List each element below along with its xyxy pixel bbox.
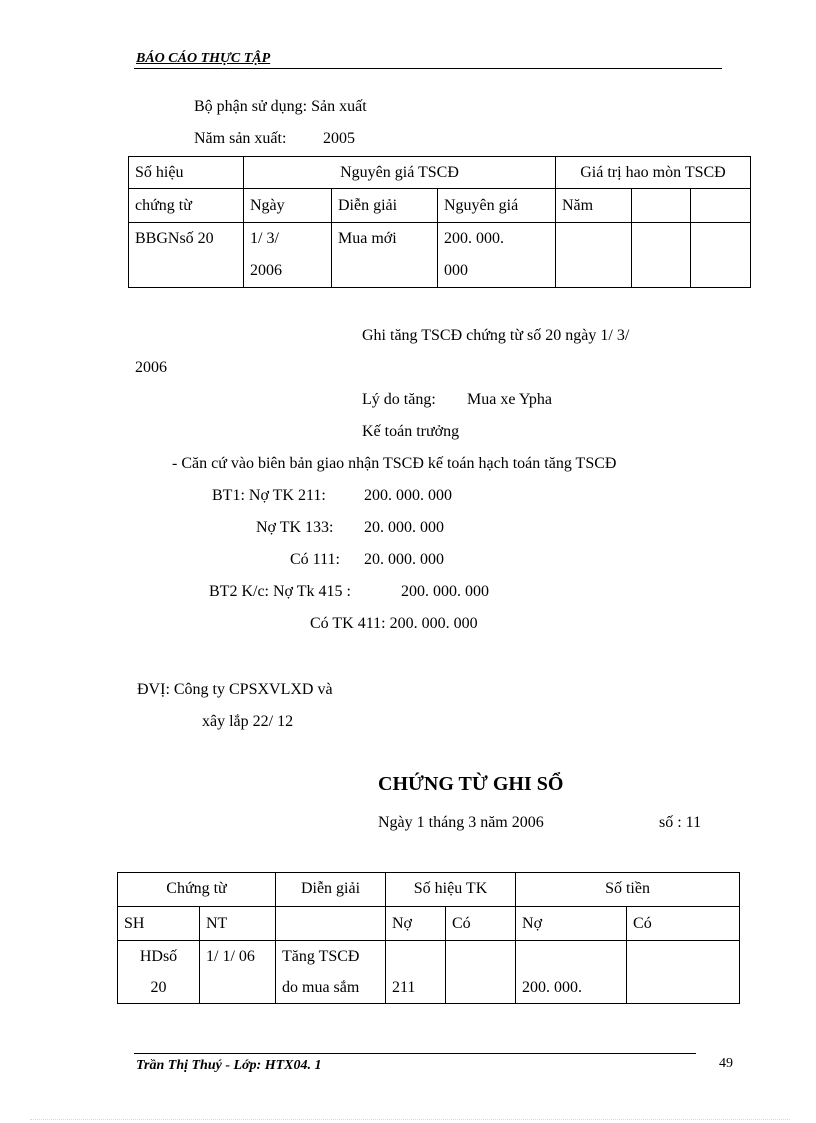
no133-value: 20. 000. 000: [364, 519, 444, 536]
header-ngay: Ngày: [244, 189, 332, 223]
co411-line: Có TK 411: 200. 000. 000: [310, 615, 478, 632]
can-cu-line: - Căn cứ vào biên bản giao nhận TSCĐ kế toán hạch toán tăng TSCĐ: [172, 455, 617, 472]
cell-no-tk: [386, 941, 446, 1004]
year-value: 2005: [323, 130, 355, 147]
header-nt: NT: [200, 907, 276, 941]
header-so-hieu-tk: Số hiệu TK: [386, 873, 516, 907]
table-row: [118, 941, 740, 1004]
empty-cell: [632, 223, 691, 288]
cell-nt: 1/ 1/ 06: [200, 941, 276, 1004]
asset-card-table: [128, 156, 751, 288]
bt1-label: BT1: Nợ TK 211:: [212, 487, 326, 504]
header-chung-tu: chứng từ: [129, 189, 244, 223]
bt1-value: 200. 000. 000: [364, 487, 452, 504]
ctgs-date: Ngày 1 tháng 3 năm 2006: [378, 814, 544, 831]
header-nguyen-gia-tscd: Nguyên giá TSCĐ: [244, 157, 556, 189]
cell-ngay-line2: 2006: [250, 262, 282, 279]
cell-co-tk: [446, 941, 516, 1004]
ctgs-number: số : 11: [659, 814, 702, 831]
header-no-tien: Nợ: [516, 907, 627, 941]
header-sh: SH: [118, 907, 200, 941]
cell-so-tien-no-value: 200. 000.: [522, 979, 583, 996]
empty-cell: [556, 223, 632, 288]
no133-label: Nợ TK 133:: [256, 519, 334, 536]
year-label: Năm sản xuất:: [194, 130, 287, 147]
cell-dien-giai-line2: do mua sắm: [282, 979, 360, 996]
bt2-label: BT2 K/c: Nợ Tk 415 :: [209, 583, 351, 600]
cell-sh: [118, 941, 200, 1004]
header-nguyen-gia: Nguyên giá: [438, 189, 556, 223]
dvi-line1: ĐVỊ: Công ty CPSXVLXD và: [137, 681, 333, 698]
header-so-tien: Số tiền: [516, 873, 740, 907]
cell-sh-line2: 20: [150, 979, 167, 996]
cell-ngay-line1: 1/ 3/: [250, 230, 279, 247]
header-dien-giai: Diễn giải: [276, 873, 386, 907]
page-number: 49: [719, 1056, 733, 1071]
header-nam: Năm: [556, 189, 632, 223]
ke-toan-truong: Kế toán trưởng: [362, 423, 460, 440]
header-co-tk: Có: [446, 907, 516, 941]
ly-do-value: Mua xe Ypha: [467, 391, 553, 408]
ly-do-label: Lý do tăng:: [362, 391, 436, 408]
footer-rule: [134, 1053, 696, 1054]
header-no-tk: Nợ: [386, 907, 446, 941]
ghi-tang-year: 2006: [135, 359, 167, 376]
bt2-value: 200. 000. 000: [401, 583, 489, 600]
cell-dien-giai-line1: Tăng TSCĐ: [282, 948, 360, 965]
co111-value: 20. 000. 000: [364, 551, 444, 568]
header-gia-tri-hao-mon: Giá trị hao mòn TSCĐ: [556, 157, 751, 189]
ctgs-title: CHỨNG TỪ GHI SỔ: [378, 773, 564, 795]
header-rule: [134, 68, 722, 69]
cell-ngay: [244, 223, 332, 288]
cell-so-tien-co: [627, 941, 740, 1004]
cell-nguyen-gia-line2: 000: [444, 262, 468, 279]
page-bottom-dots: [30, 1119, 790, 1120]
empty-cell: [691, 223, 751, 288]
empty-cell: [632, 189, 691, 223]
cell-nguyen-gia: [438, 223, 556, 288]
cell-dien-giai: Mua mới: [332, 223, 438, 288]
cell-sh-line1: HDsố: [139, 948, 178, 965]
cell-so-hieu: BBGNsố 20: [129, 223, 244, 288]
empty-cell: [276, 907, 386, 941]
report-title: BÁO CÁO THỰC TẬP: [136, 51, 271, 66]
dept-line: Bộ phận sử dụng: Sản xuất: [194, 98, 367, 115]
footer-author: Trần Thị Thuý - Lớp: HTX04. 1: [136, 1058, 322, 1073]
dvi-line2: xây lắp 22/ 12: [202, 713, 294, 730]
cell-nguyen-gia-line1: 200. 000.: [444, 230, 504, 247]
header-so-hieu: Số hiệu: [129, 157, 244, 189]
header-co-tien: Có: [627, 907, 740, 941]
cell-no-tk-value: 211: [392, 979, 416, 996]
ghi-tang-line: Ghi tăng TSCĐ chứng từ số 20 ngày 1/ 3/: [362, 327, 630, 344]
header-dien-giai: Diễn giải: [332, 189, 438, 223]
empty-cell: [691, 189, 751, 223]
table-row: [129, 223, 751, 288]
cell-dien-giai: [276, 941, 386, 1004]
header-chung-tu: Chứng từ: [118, 873, 276, 907]
cell-so-tien-no: [516, 941, 627, 1004]
co111-label: Có 111:: [290, 551, 340, 568]
ctgs-table: [117, 872, 740, 1004]
